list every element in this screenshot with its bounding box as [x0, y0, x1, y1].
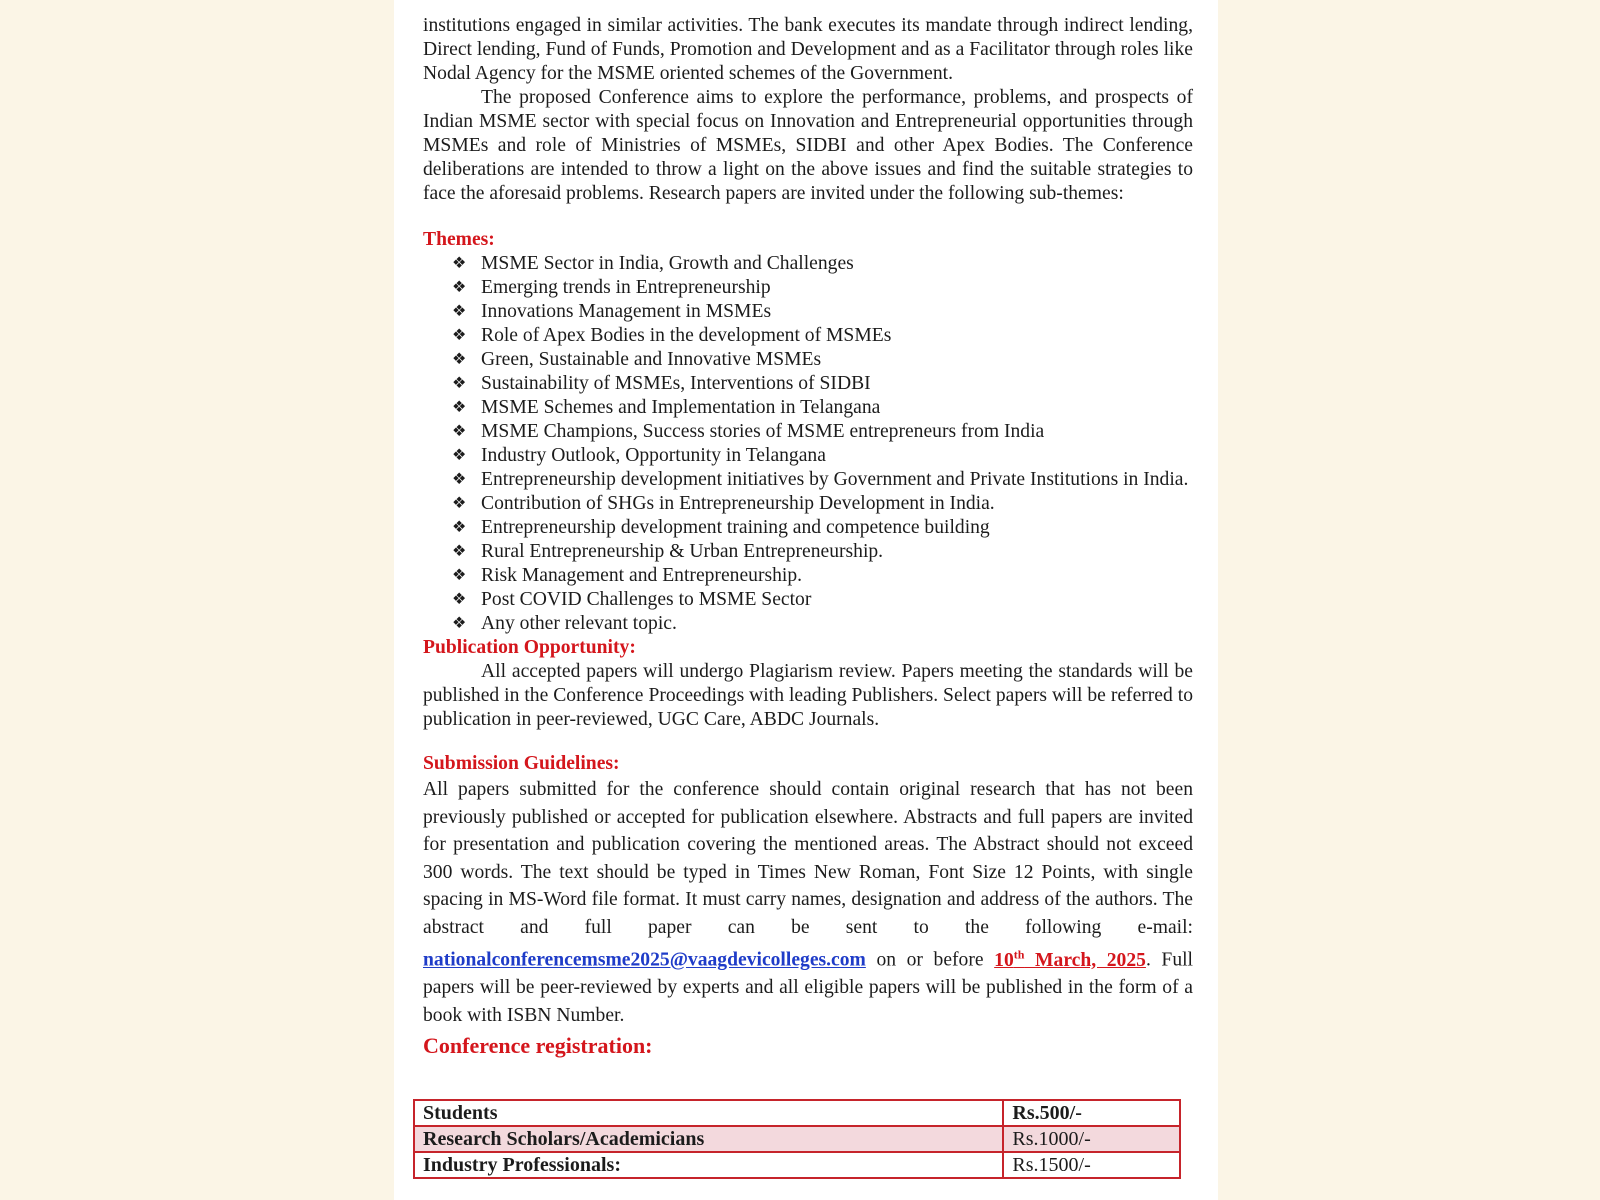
intro-paragraph-2: The proposed Conference aims to explore the performance, problems, and prospects of Indian MSME sector with special focus on Innovation and Entrepreneurial opportunities through MSMEs and role of Ministries of MSMEs, SIDBI and other Apex Bodies. The Conference deliberations are intended to throw a light on the above issues and find the suitable strategies to face the aforesaid problems. Research papers are invited under the following sub-themes: [423, 87, 1193, 204]
bullet-icon: ❖ [452, 375, 467, 392]
publication-heading: Publication Opportunity: [423, 637, 636, 658]
bullet-icon: ❖ [452, 543, 467, 560]
bullet-icon: ❖ [452, 255, 467, 272]
bullet-icon: ❖ [452, 447, 467, 464]
registration-fee: Rs.1000/- [1003, 1126, 1180, 1152]
submission-text-middle: on or before [876, 949, 984, 971]
theme-item [452, 324, 1193, 348]
theme-item [452, 540, 1193, 564]
bullet-icon: ❖ [452, 351, 467, 368]
theme-item [452, 348, 1193, 372]
registration-row [414, 1100, 1180, 1126]
theme-item [452, 276, 1193, 300]
theme-item-text: MSME Champions, Success stories of MSME entrepreneurs from India [481, 421, 1045, 442]
submission-heading: Submission Guidelines: [423, 753, 620, 774]
theme-item-text: Emerging trends in Entrepreneurship [481, 277, 771, 298]
registration-category: Industry Professionals: [414, 1152, 1003, 1178]
submission-text [423, 776, 1193, 1029]
document-page [394, 0, 1218, 1200]
registration-table [413, 1099, 1181, 1179]
theme-item-text: Post COVID Challenges to MSME Sector [481, 589, 812, 610]
intro-paragraph-1: institutions engaged in similar activities. The bank executes its mandate through indirect lending, Direct lending, Fund of Funds, Promotion and Development and as a Facilitator through roles like Nodal Agency for the MSME oriented schemes of the Government. [423, 15, 1193, 84]
bullet-icon: ❖ [452, 279, 467, 296]
publication-text: All accepted papers will undergo Plagiarism review. Papers meeting the standards will be published in the Conference Proceedings with leading Publishers. Select papers will be referred to publication in peer-reviewed, UGC Care, ABDC Journals. [423, 661, 1193, 730]
theme-item-text: Role of Apex Bodies in the development of MSMEs [481, 325, 892, 346]
bullet-icon: ❖ [452, 615, 467, 632]
bullet-icon: ❖ [452, 495, 467, 512]
theme-item-text: Rural Entrepreneurship & Urban Entrepreneurship. [481, 541, 884, 562]
theme-item-text: Sustainability of MSMEs, Interventions of SIDBI [481, 373, 871, 394]
registration-fee: Rs.500/- [1003, 1100, 1180, 1126]
submission-deadline [994, 947, 1146, 971]
theme-item [452, 612, 1193, 636]
submission-email-link[interactable]: nationalconferencemsme2025@vaagdevicolleges.com [423, 949, 866, 971]
deadline-rest: March, 2025 [1035, 949, 1146, 971]
bullet-icon: ❖ [452, 303, 467, 320]
theme-item [452, 492, 1193, 516]
bullet-icon: ❖ [452, 567, 467, 584]
theme-item-text: Entrepreneurship development training and competence building [481, 517, 990, 538]
theme-item [452, 564, 1193, 588]
theme-item [452, 444, 1193, 468]
registration-fee: Rs.1500/- [1003, 1152, 1180, 1178]
theme-item [452, 300, 1193, 324]
bullet-icon: ❖ [452, 327, 467, 344]
registration-row [414, 1152, 1180, 1178]
theme-item-text: MSME Schemes and Implementation in Telangana [481, 397, 881, 418]
theme-item-text: Green, Sustainable and Innovative MSMEs [481, 349, 822, 370]
theme-item [452, 588, 1193, 612]
registration-category: Students [414, 1100, 1003, 1126]
submission-text-after: . Full papers will be peer-reviewed by experts and all eligible papers will be published in the form of a book with ISBN Number. [423, 949, 1194, 1026]
bullet-icon: ❖ [452, 471, 467, 488]
bullet-icon: ❖ [452, 519, 467, 536]
bullet-icon: ❖ [452, 399, 467, 416]
registration-heading: Conference registration: [423, 1033, 653, 1059]
theme-item [452, 420, 1193, 444]
document-content [423, 14, 1193, 1059]
theme-item-text: Industry Outlook, Opportunity in Telangana [481, 445, 826, 466]
theme-item-text: Any other relevant topic. [481, 613, 677, 634]
themes-heading: Themes: [423, 229, 495, 250]
bullet-icon: ❖ [452, 591, 467, 608]
registration-category: Research Scholars/Academicians [414, 1126, 1003, 1152]
theme-item [452, 372, 1193, 396]
theme-item-text: Entrepreneurship development initiatives by Government and Private Institutions in India. [481, 469, 1189, 490]
theme-item [452, 396, 1193, 420]
theme-item [452, 252, 1193, 276]
bullet-icon: ❖ [452, 423, 467, 440]
deadline-day: 10 [994, 949, 1014, 971]
theme-item-text: Innovations Management in MSMEs [481, 301, 772, 322]
registration-row [414, 1126, 1180, 1152]
theme-item-text: Risk Management and Entrepreneurship. [481, 565, 803, 586]
theme-item-text: MSME Sector in India, Growth and Challenges [481, 253, 854, 274]
theme-item [452, 516, 1193, 540]
theme-item-text: Contribution of SHGs in Entrepreneurship Development in India. [481, 493, 995, 514]
theme-item [452, 468, 1193, 492]
deadline-suffix: th [1013, 947, 1025, 961]
themes-list [423, 252, 1193, 636]
submission-text-before: All papers submitted for the conference should contain original research that has not been previously published or accepted for publication elsewhere. Abstracts and full papers are invited for presentation and publication covering the mentioned areas. The Abstract should not exceed 300 words. The text should be typed in Times New Roman, Font Size 12 Points, with single spacing in MS-Word file format. It must carry names, designation and address of the authors. The abstract and full paper can be sent to the following e-mail: [423, 779, 1193, 938]
